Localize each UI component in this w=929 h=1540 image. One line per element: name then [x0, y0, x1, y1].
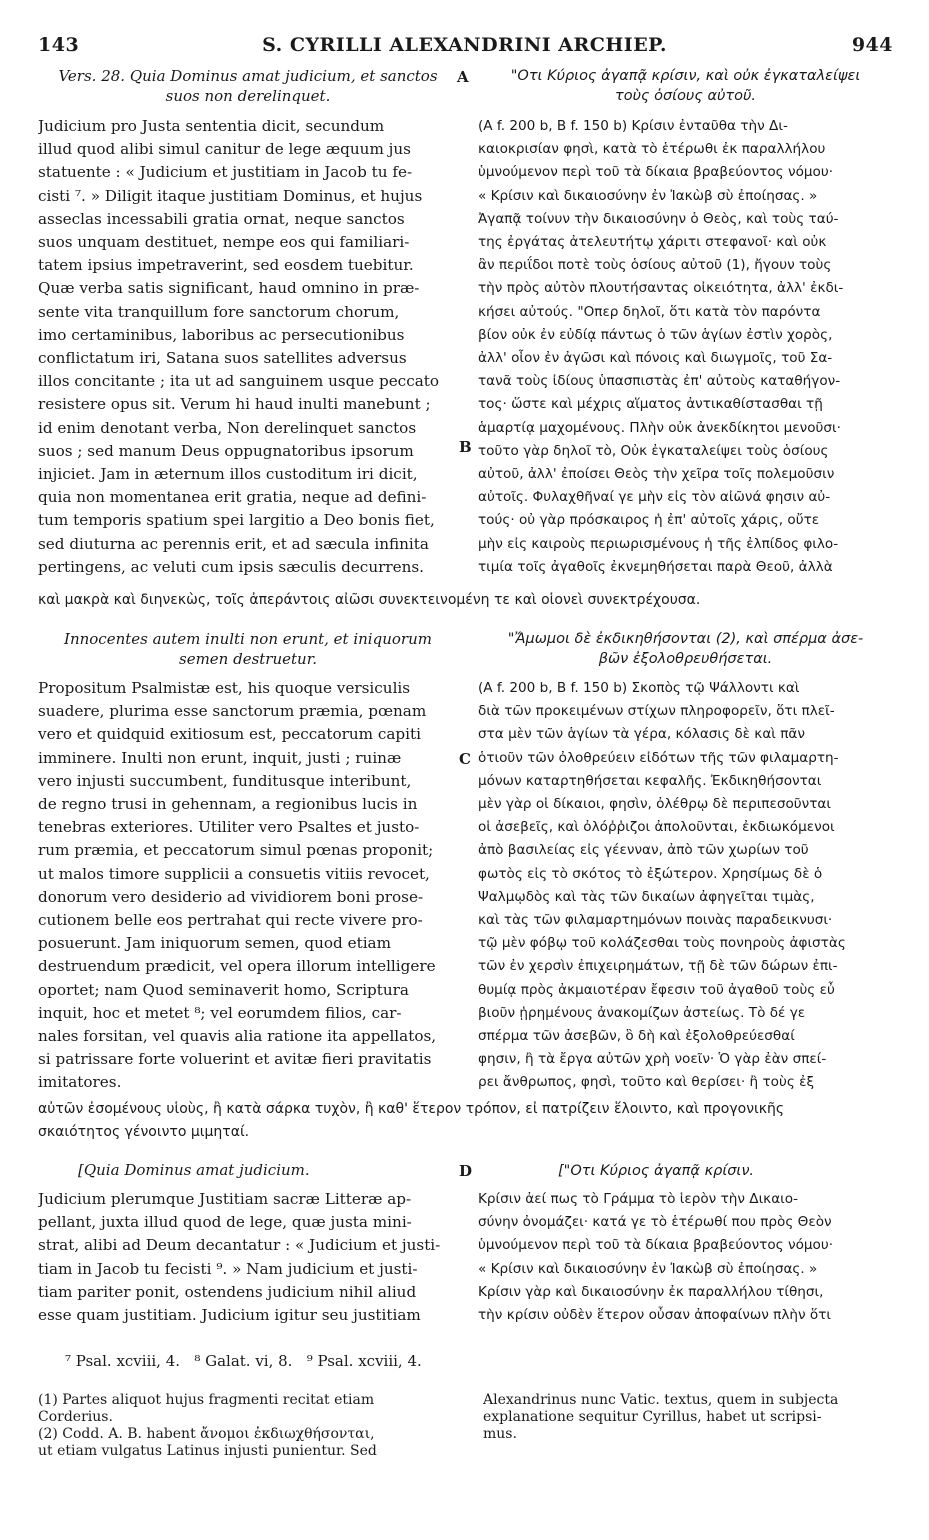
caption-line: Vers. 28. Quia Dominus amat judicium, et sanctos [58, 67, 438, 85]
margin-letter-a: A [457, 68, 469, 86]
caption-line: "Οτι Κύριος ἀγαπᾷ κρίσιν, καὶ οὐκ ἐγκαταλείψει [510, 68, 861, 84]
text-line: Ἀγαπᾷ τοίνυν τὴν δικαιοσύνην ὁ Θεὸς, καὶ τοὺς ταύ- [478, 210, 839, 227]
text-line: inquit, hoc et metet ⁸; vel eorumdem filios, car- [38, 1003, 402, 1022]
text-line: τούς· οὐ γὰρ πρόσκαιρος ἡ ἐπ' αὐτοῖς χάρις, οὔτε [478, 512, 820, 529]
text-line: vero injusti succumbent, funditusque interibunt, [38, 771, 412, 790]
caption-line: ["Οτι Κύριος ἀγαπᾷ κρίσιν. [558, 1163, 755, 1179]
text-line: suos ; sed manum Deus oppugnatoribus ipsorum [38, 441, 414, 460]
text-line: posuerunt. Jam iniquorum semen, quod etiam [38, 934, 392, 953]
page-number-left: 143 [38, 34, 80, 56]
text-line: τὴν πρὸς αὐτὸν πλουτήσαντας οἰκειότητα, ἀλλ' ἐκδι- [478, 280, 844, 297]
text-line: Judicium plerumque Justitiam sacræ Litteræ ap- [38, 1190, 412, 1208]
text-line: ut etiam vulgatus Latinus injusti punientur. Sed [38, 1443, 377, 1459]
text-line: « Κρίσιν καὶ δικαιοσύνην ἐν Ἰακὼβ σὺ ἐποίησας. » [478, 1260, 818, 1277]
text-line: oportet; nam Quod seminaverit homo, Scriptura [38, 980, 409, 999]
text-line: οἱ ἀσεβεῖς, καὶ ὀλόῤῥιζοι ἀπολοῦνται, ἐκδιωκόμενοι [478, 819, 835, 836]
text-line: ὑμνούμενον περὶ τοῦ τὰ δίκαια βραβεύοντος νόμου· [478, 164, 834, 181]
caption-line: "Ἄμωμοι δὲ ἐκδικηθήσονται (2), καὶ σπέρμα ἀσε- [507, 631, 864, 647]
text-line: Κρίσιν ἀεί πως τὸ Γράμμα τὸ ἱερὸν τὴν Δικαιο- [478, 1191, 798, 1207]
text-line: imminere. Inulti non erunt, inquit, justi ; ruinæ [38, 748, 402, 767]
text-line: τῷ μὲν φόβῳ τοῦ κολάζεσθαι τοὺς πονηροὺς ἀφιστὰς [478, 935, 846, 952]
text-line: (A f. 200 b, B f. 150 b) Σκοπὸς τῷ Ψάλλοντι καὶ [478, 680, 800, 696]
text-line: (A f. 200 b, B f. 150 b) Κρίσιν ἐνταῦθα τὴν Δι- [478, 118, 788, 134]
text-line: injiciet. Jam in æternum illos custoditum iri dicit, [38, 465, 418, 484]
text-line: nales forsitan, vel quavis alia ratione ita appellatos, [38, 1027, 437, 1046]
footnotes-left [38, 1392, 458, 1460]
text-line: καὶ τὰς τῶν φιλαμαρτημόνων ποινὰς παραδεικνυσι· [478, 912, 833, 929]
greek-column-3 [478, 1188, 893, 1327]
greek-caption-1 [478, 66, 893, 106]
latin-column-2 [38, 677, 458, 1095]
text-line: σπέρμα τῶν ἀσεβῶν, ὃ δὴ καὶ ἐξολοθρεύεσθαί [478, 1028, 795, 1045]
text-line: tiam in Jacob tu fecisti ⁹. » Nam judicium et justi- [38, 1259, 418, 1278]
caption-line: semen destruetur. [179, 650, 317, 668]
text-line: τὴν κρίσιν οὐδὲν ἕτερον οὖσαν ἀποφαίνων πλὴν ὅτι [478, 1307, 831, 1324]
text-line: de regno trusi in gehennam, a regionibus lucis in [38, 795, 418, 814]
text-line: σύνην ὀνομάζει· κατά γε τὸ ἑτέρωθί που πρὸς Θεὸν [478, 1214, 832, 1231]
text-line: pertingens, ac veluti cum ipsis sæculis decurrens. [38, 557, 425, 576]
margin-letter-d: D [459, 1162, 473, 1180]
text-line: mus. [483, 1426, 517, 1442]
latin-caption-3 [38, 1160, 458, 1180]
text-line: καιοκρισίαν φησὶ, κατὰ τὸ ἑτέρωθι ἐκ παραλλήλου [478, 141, 826, 158]
text-line: statuente : « Judicium et justitiam in Jacob tu fe- [38, 163, 413, 182]
text-line: resistere opus sit. Verum hi haud inulti manebunt ; [38, 395, 431, 414]
text-line: destruendum prædicit, vel opera illorum intelligere [38, 957, 436, 976]
caption-line: βῶν ἐξολοθρευθήσεται. [598, 651, 773, 667]
text-line: tum temporis spatium spei largitio a Deo bonis fiet, [38, 511, 435, 530]
text-line: θυμίᾳ πρὸς ἀκμαιοτέραν ἔφεσιν τοῦ ἀγαθοῦ τοὺς εὖ [478, 981, 835, 998]
text-line: explanatione sequitur Cyrillus, habet ut scripsi- [483, 1409, 822, 1425]
margin-letter-c: C [459, 750, 471, 768]
text-line: στα μὲν τῶν ἁγίων τὰ γέρα, κόλασις δὲ καὶ πᾶν [478, 726, 805, 743]
text-line: conflictatum iri, Satana suos satellites adversus [38, 349, 407, 368]
text-line: illos concitante ; ita ut ad sanguinem usque peccato [38, 372, 440, 391]
text-line: κήσει αὐτούς. "Οπερ δηλοῖ, ὅτι κατὰ τὸν παρόντα [478, 303, 821, 320]
text-line: Κρίσιν γὰρ καὶ δικαιοσύνην ἐκ παραλλήλου τίθησι, [478, 1283, 824, 1300]
text-line: διὰ τῶν προκειμένων στίχων πληροφορεῖν, ὅτι πλεῖ- [478, 703, 835, 720]
text-line: μὲν γὰρ οἱ δίκαιοι, φησὶν, ὀλέθρῳ δὲ περιπεσοῦνται [478, 796, 831, 813]
greek-column-1 [478, 115, 893, 579]
text-line: ἀλλ' οἷον ἐν ἀγῶσι καὶ πόνοις καὶ διωγμοῖς, τοῦ Σα- [478, 350, 833, 367]
text-line: Quæ verba satis significant, haud omnino in præ- [38, 279, 420, 298]
text-line: ὑμνούμενον περὶ τοῦ τὰ δίκαια βραβεύοντος νόμου· [478, 1237, 834, 1254]
text-line: ἁμαρτίᾳ μαχομένους. Πλὴν οὐκ ἀνεκδίκητοι μενοῦσι· [478, 419, 841, 436]
text-line: cisti ⁷. » Diligit itaque justitiam Dominus, et hujus [38, 186, 423, 205]
text-line: tiam pariter ponit, ostendens judicium nihil aliud [38, 1282, 417, 1301]
text-line: ρει ἄνθρωπος, φησὶ, τοῦτο καὶ θερίσει· ἢ τοὺς ἐξ [478, 1074, 815, 1091]
text-line: tatem ipsius impetraverint, sed eosdem tuebitur. [38, 256, 414, 275]
text-line: Alexandrinus nunc Vatic. textus, quem in subjecta [483, 1392, 839, 1408]
greek-column-2 [478, 677, 893, 1095]
text-line: βίον οὐκ ἐν εὐδίᾳ πάντως ὁ τῶν ἁγίων ἐστὶν χορὸς, [478, 326, 833, 343]
text-line: ut malos timore supplicii a consuetis vitiis revocet, [38, 864, 430, 883]
text-line: quia non momentanea erit gratia, neque ad defini- [38, 488, 427, 507]
text-line: της ἐργάτας ἀτελευτήτῳ χάριτι στεφανοῖ· καὶ οὐκ [478, 234, 827, 251]
full-width-line: αὐτῶν ἐσομένους υἱοὺς, ἢ κατὰ σάρκα τυχὸν, ἢ καθ' ἕτερον τρόπον, εἰ πατρίζειν ἕλοιντο, καὶ προγονικῆς [38, 1101, 785, 1117]
text-line: Ψαλμῳδὸς καὶ τὰς τῶν δικαίων ἀφηγεῖται τιμὰς, [478, 888, 815, 905]
footnotes-right [483, 1392, 893, 1443]
text-line: τῶν ἐν χερσὶν ἐπιχειρημάτων, τῇ δὲ τῶν δώρων ἐπι- [478, 958, 838, 975]
text-line: ὁτιοῦν τῶν ὀλοθρεύειν εἰδότων τῆς τῶν φιλαμαρτη- [478, 749, 839, 766]
text-line: ἀπὸ βασιλείας εἰς γέενναν, ἀπὸ τῶν χωρίων τοῦ [478, 842, 809, 859]
caption-line: Innocentes autem inulti non erunt, et iniquorum [64, 630, 432, 648]
text-line: id enim denotant verba, Non derelinquet sanctos [38, 418, 417, 437]
latin-caption-1 [38, 66, 458, 106]
text-line: « Κρίσιν καὶ δικαιοσύνην ἐν Ἰακὼβ σὺ ἐποίησας. » [478, 187, 818, 204]
text-line: φησιν, ἢ τὰ ἔργα αὐτῶν χρὴ νοεῖν· Ὁ γὰρ ἐὰν σπεί- [478, 1051, 827, 1068]
text-line: imitatores. [38, 1073, 122, 1092]
text-line: sente vita tranquillum fore sanctorum chorum, [38, 302, 400, 321]
text-line: cutionem belle eos pertrahat qui recte vivere pro- [38, 911, 423, 930]
text-line: τιμία τοῖς ἀγαθοῖς ἐκνεμηθήσεται παρὰ Θεοῦ, ἀλλὰ [478, 558, 833, 575]
greek-caption-2 [478, 629, 893, 669]
text-line: sed diuturna ac perennis erit, et ad sæcula infinita [38, 534, 429, 553]
text-line: βιοῦν ᾑρημένους ἀνακομίζων ἀστείως. Τὸ δέ γε [478, 1004, 806, 1021]
scripture-references: ⁷ Psal. xcviii, 4. ⁸ Galat. vi, 8. ⁹ Psal. xcviii, 4. [65, 1352, 422, 1370]
text-line: τος· ὥστε καὶ μέχρις αἵματος ἀντικαθίστασθαι τῇ [478, 396, 823, 413]
caption-line: τοὺς ὁσίους αὐτοῦ. [614, 88, 756, 104]
text-line: pellant, juxta illud quod de lege, quæ justa mini- [38, 1213, 412, 1232]
running-title: S. CYRILLI ALEXANDRINI ARCHIEP. [262, 34, 667, 56]
text-line: illud quod alibi simul canitur de lege æquum jus [38, 140, 411, 159]
text-line: ἂν περιΐδοι ποτὲ τοὺς ὁσίους αὐτοῦ (1), ἤγουν τοὺς [478, 257, 832, 274]
text-line: μὴν εἰς καιροὺς περιωρισμένους ἡ τῆς ἐλπίδος φιλο- [478, 535, 839, 552]
text-line: suos unquam destituet, nempe eos qui familiari- [38, 233, 410, 252]
page-number-right: 944 [851, 34, 893, 56]
text-line: μόνων καταρτηθήσεται κεφαλῆς. Ἐκδικηθήσονται [478, 772, 822, 789]
greek-caption-3 [478, 1160, 893, 1183]
full-width-line: καὶ μακρὰ καὶ διηνεκὼς, τοῖς ἀπεράντοις αἰῶσι συνεκτεινομένη τε καὶ οἱονεὶ συνεκτρέχουσα. [38, 592, 701, 608]
text-line: τανᾶ τοὺς ἰδίους ὑπασπιστὰς ἐπ' αὐτοὺς καταθήγον- [478, 373, 841, 390]
text-line: tenebras exteriores. Utiliter vero Psaltes et justo- [38, 818, 420, 837]
text-line: imo certaminibus, laboribus ac persecutionibus [38, 325, 405, 344]
text-line: Corderius. [38, 1409, 113, 1425]
text-line: rum præmia, et peccatorum simul pœnas proponit; [38, 841, 434, 860]
full-width-line: σκαιότητος γένοιντο μιμηταί. [38, 1124, 250, 1140]
text-line: (1) Partes aliquot hujus fragmenti recitat etiam [38, 1392, 375, 1408]
text-line: esse quam justitiam. Judicium igitur seu justitiam [38, 1306, 421, 1325]
text-line: si patrissare forte voluerint et avitæ fieri pravitatis [38, 1050, 432, 1069]
margin-letter-b: B [459, 438, 472, 456]
caption-line: suos non derelinquet. [165, 87, 331, 105]
text-line: αὐτοῖς. Φυλαχθῆναί γε μὴν εἰς τὸν αἰῶνά φησιν αὐ- [478, 489, 831, 506]
text-line: suadere, plurima esse sanctorum præmia, pœnam [38, 702, 427, 721]
text-line: αὐτοῦ, ἀλλ' ἐποίσει Θεὸς τὴν χεῖρα τοῖς πολεμοῦσιν [478, 466, 835, 483]
text-line: strat, alibi ad Deum decantatur : « Judicium et justi- [38, 1236, 441, 1255]
text-line: Propositum Psalmistæ est, his quoque versiculis [38, 679, 411, 697]
caption-line: [Quia Dominus amat judicium. [78, 1161, 310, 1179]
text-line: asseclas incessabili gratia ornat, neque sanctos [38, 209, 405, 228]
latin-caption-2 [38, 629, 458, 669]
text-line: vero et quidquid exitiosum est, peccatorum capiti [38, 725, 421, 744]
text-line: donorum vero desiderio ad vividiorem boni prose- [38, 887, 424, 906]
text-line: φωτὸς εἰς τὸ σκότος τὸ ἐξώτερον. Χρησίμως δὲ ὁ [478, 865, 823, 882]
latin-column-3 [38, 1188, 458, 1327]
latin-column-1 [38, 115, 458, 579]
text-line: Judicium pro Justa sententia dicit, secundum [38, 117, 385, 135]
text-line: τοῦτο γὰρ δηλοῖ τὸ, Οὐκ ἐγκαταλείψει τοὺς ὁσίους [478, 442, 829, 459]
text-line: (2) Codd. A. B. habent ἄνομοι ἐκδιωχθήσονται, [38, 1426, 375, 1442]
